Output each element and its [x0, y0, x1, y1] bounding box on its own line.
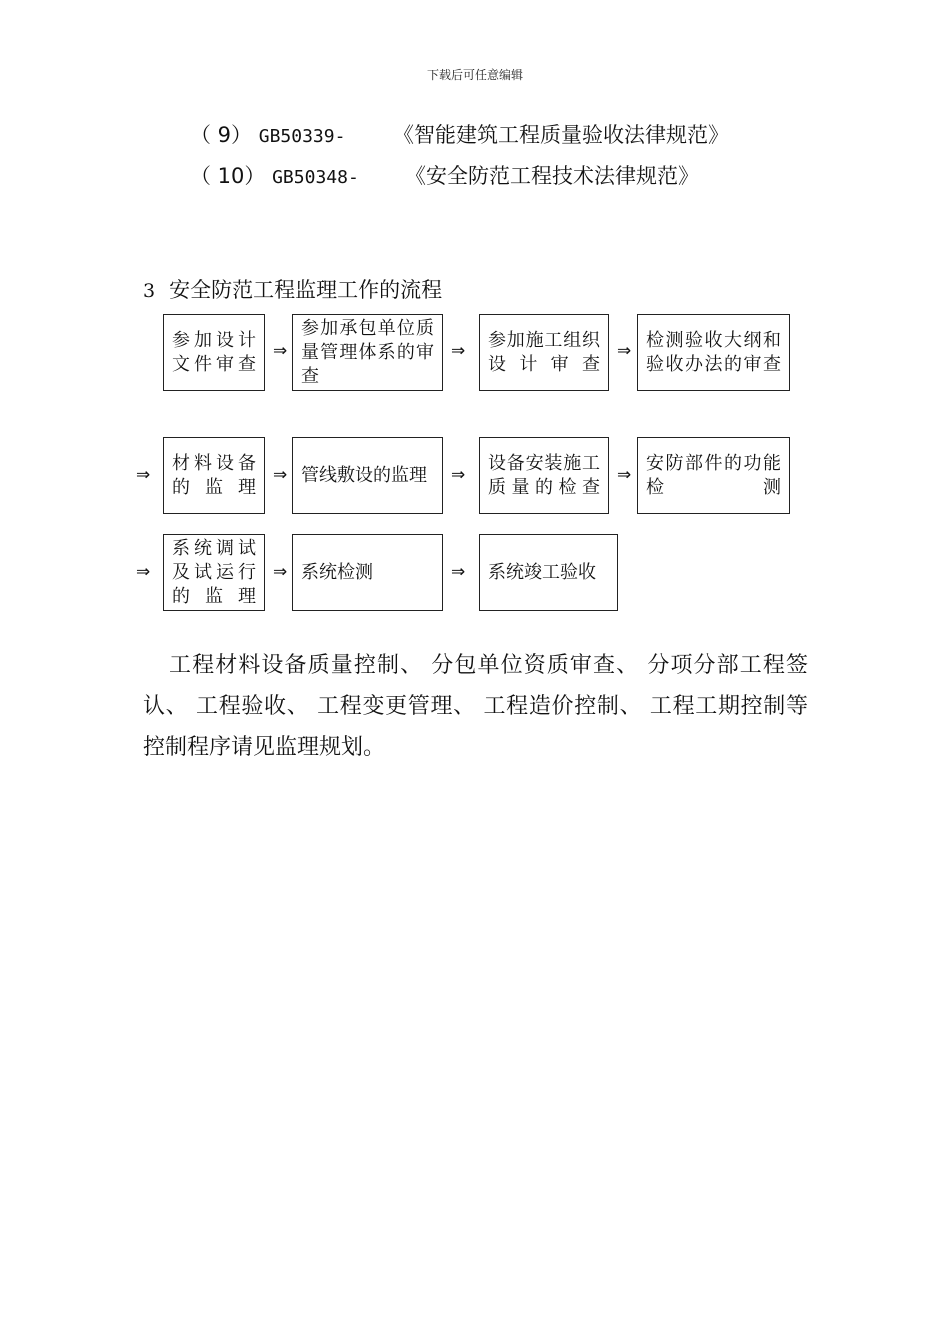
section-number: 3	[143, 280, 156, 302]
flow-arrow: ⇒	[617, 341, 632, 361]
flow-arrow: ⇒	[136, 562, 151, 582]
flow-step-label: 管线敷设的监理	[301, 464, 427, 486]
reference-code: GB50339-	[258, 126, 346, 147]
flow-step	[163, 534, 265, 611]
flow-arrow: ⇒	[273, 465, 288, 485]
flow-arrow: ⇒	[617, 465, 632, 485]
section-heading	[143, 274, 442, 304]
page-header: 下载后可任意编辑	[426, 68, 523, 82]
flow-step	[637, 437, 790, 514]
flow-arrow: ⇒	[451, 562, 466, 582]
flow-step	[292, 314, 443, 391]
flow-step-label: 检测验收大纲和验收办法的审查	[646, 329, 781, 375]
flow-step	[163, 437, 265, 514]
flow-step	[479, 437, 609, 514]
flow-arrow: ⇒	[451, 465, 466, 485]
reference-title: 《智能建筑工程质量验收法律规范》	[393, 123, 729, 147]
flow-step-label: 参加承包单位质量管理体系的审查	[301, 317, 434, 387]
section-title: 安全防范工程监理工作的流程	[169, 278, 443, 302]
flow-step-label: 安防部件的功能检测	[646, 452, 781, 498]
flow-step-label: 参加设计文件审查	[172, 329, 256, 375]
reference-code: GB50348-	[272, 167, 359, 188]
flow-step	[479, 534, 618, 611]
flow-step	[292, 437, 443, 514]
body-paragraph: 工程材料设备质量控制、 分包单位资质审查、 分项分部工程签认、 工程验收、 工程变更管理、 工程造价控制、 工程工期控制等控制程序请见监理规划。	[143, 653, 808, 760]
reference-item	[190, 119, 345, 149]
flow-step	[637, 314, 790, 391]
flow-arrow: ⇒	[273, 341, 288, 361]
flow-arrow: ⇒	[451, 341, 466, 361]
flow-step	[292, 534, 443, 611]
reference-index: （ 9）	[190, 123, 253, 147]
reference-item	[190, 160, 359, 190]
flow-step-label: 系统检测	[301, 561, 373, 583]
flow-step	[479, 314, 609, 391]
flow-step-label: 参加施工组织设计审查	[488, 329, 600, 375]
flow-step-label: 设备安装施工质量的检查	[488, 452, 600, 498]
flow-step	[163, 314, 265, 391]
flow-step-label: 系统竣工验收	[488, 561, 596, 583]
reference-index: （ 10）	[190, 164, 266, 188]
flow-arrow: ⇒	[273, 562, 288, 582]
reference-title: 《安全防范工程技术法律规范》	[405, 164, 699, 188]
flow-arrow: ⇒	[136, 465, 151, 485]
flow-step-label: 系统调试及试运行的监理	[172, 537, 256, 607]
flow-step-label: 材料设备的监理	[172, 452, 256, 498]
